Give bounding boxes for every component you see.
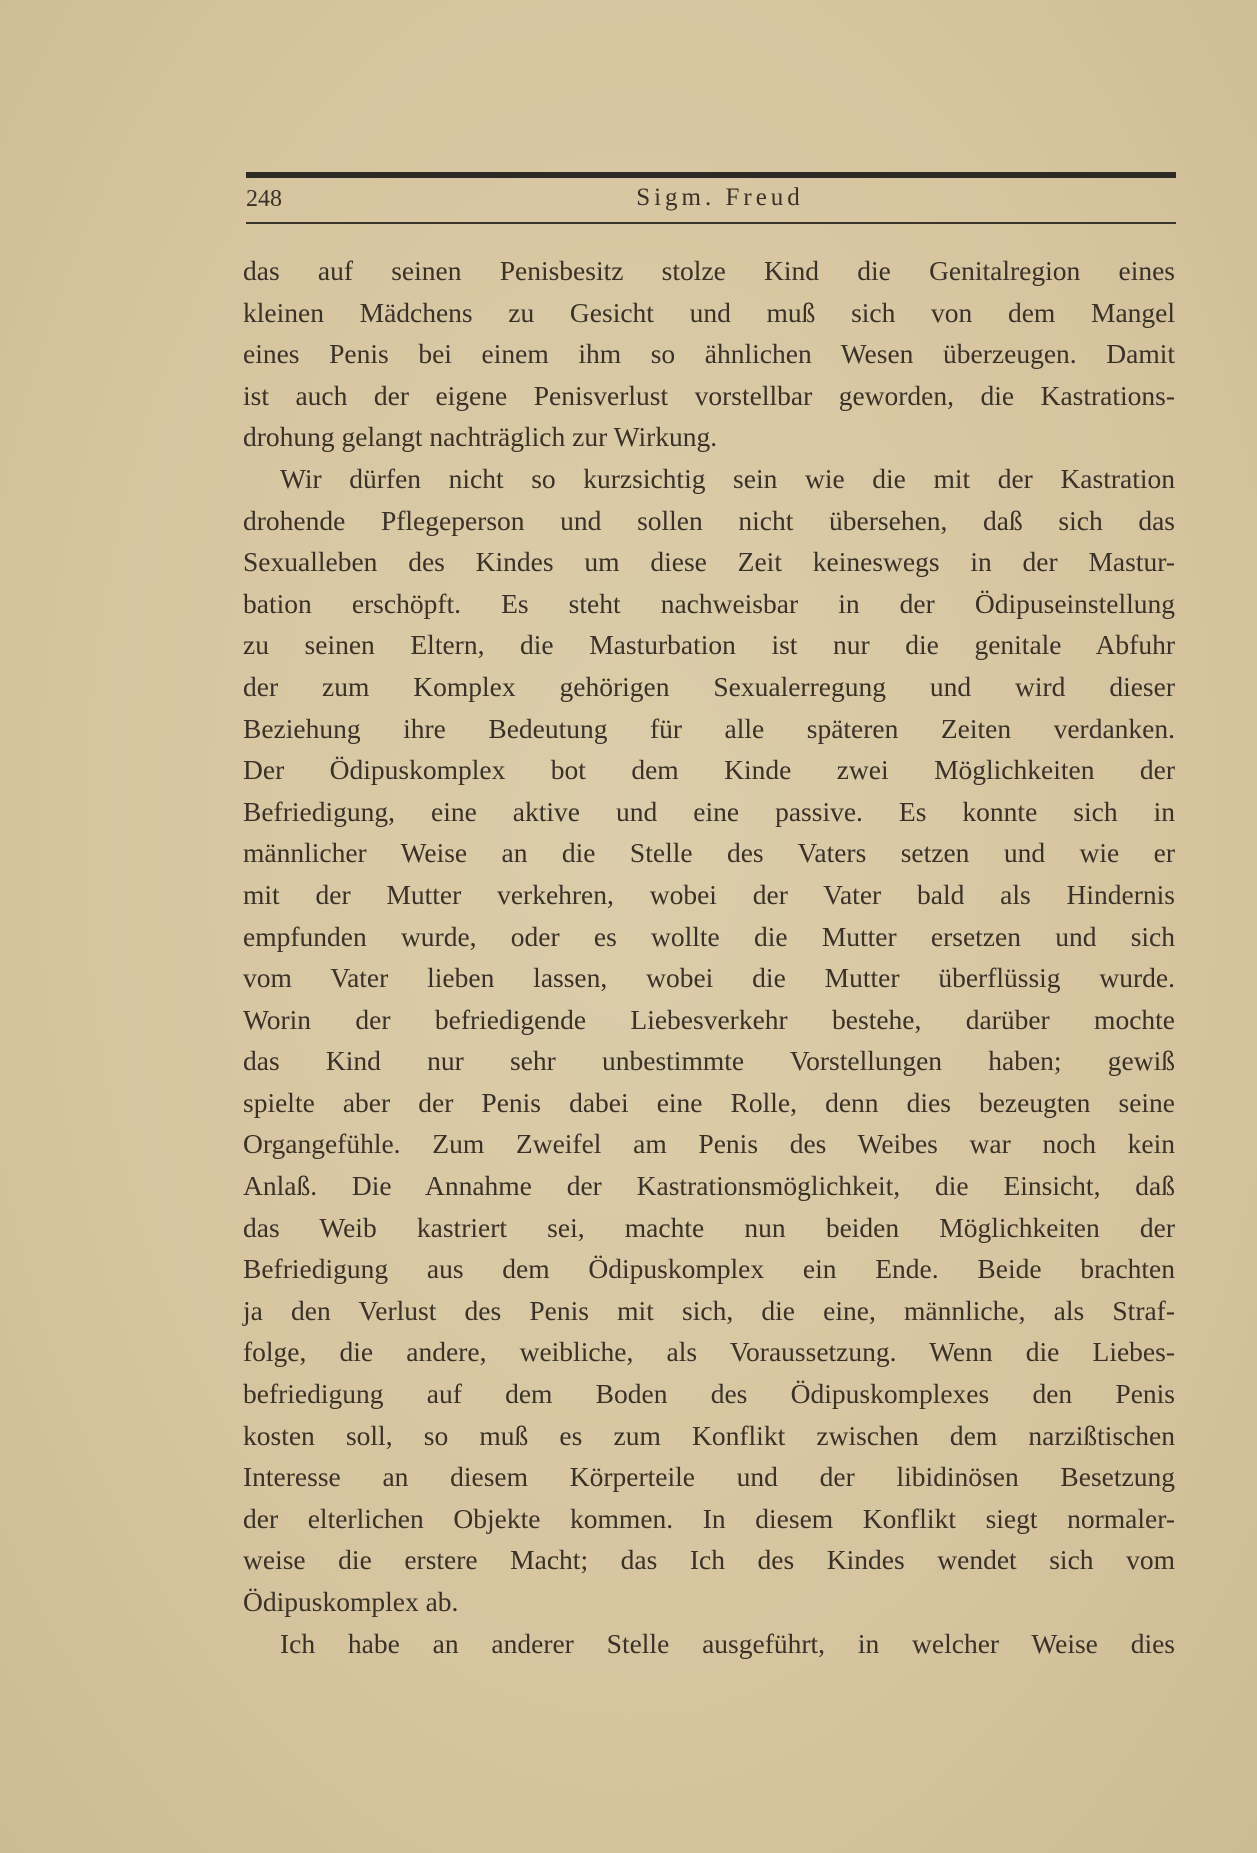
- text-line: mit der Mutter verkehren, wobei der Vater bald als Hindernis: [243, 878, 1175, 910]
- page-number: 248: [246, 186, 282, 212]
- text-line: vom Vater lieben lassen, wobei die Mutter überflüssig wurde.: [243, 962, 1175, 994]
- text-line: Anlaß. Die Annahme der Kastrationsmöglichkeit, die Einsicht, daß: [243, 1170, 1175, 1202]
- text-line: ja den Verlust des Penis mit sich, die eine, männliche, als Straf-: [243, 1294, 1175, 1326]
- text-line: befriedigung auf dem Boden des Ödipuskomplexes den Penis: [243, 1378, 1175, 1410]
- text-line: drohung gelangt nachträglich zur Wirkung.: [243, 421, 718, 453]
- text-line: das Weib kastriert sei, machte nun beiden Möglichkeiten der: [243, 1211, 1175, 1243]
- body-text: [243, 250, 1175, 1664]
- text-line: Ödipuskomplex ab.: [243, 1586, 459, 1617]
- text-line: folge, die andere, weibliche, als Voraussetzung. Wenn die Liebes-: [243, 1336, 1175, 1368]
- text-line: spielte aber der Penis dabei eine Rolle, denn dies bezeugten seine: [243, 1086, 1175, 1118]
- text-line: der elterlichen Objekte kommen. In diesem Konflikt siegt normaler-: [243, 1502, 1175, 1534]
- text-line: der zum Komplex gehörigen Sexualerregung und wird dieser: [243, 670, 1175, 702]
- text-line: bation erschöpft. Es steht nachweisbar in der Ödipuseinstellung: [243, 587, 1175, 619]
- text-line: Wir dürfen nicht so kurzsichtig sein wie die mit der Kastration: [280, 462, 1175, 494]
- text-line: drohende Pflegeperson und sollen nicht übersehen, daß sich das: [243, 504, 1175, 536]
- header-rule-thin: [246, 222, 1176, 224]
- text-line: das Kind nur sehr unbestimmte Vorstellungen haben; gewiß: [243, 1045, 1175, 1077]
- text-line: Befriedigung, eine aktive und eine passive. Es konnte sich in: [243, 795, 1175, 827]
- text-line: Befriedigung aus dem Ödipuskomplex ein Ende. Beide brachten: [243, 1253, 1175, 1285]
- text-line: weise die erstere Macht; das Ich des Kindes wendet sich vom: [243, 1544, 1175, 1576]
- text-line: Ich habe an anderer Stelle ausgeführt, in welcher Weise dies: [280, 1627, 1175, 1659]
- text-line: Der Ödipuskomplex bot dem Kinde zwei Möglichkeiten der: [243, 754, 1175, 786]
- text-line: kleinen Mädchens zu Gesicht und muß sich von dem Mangel: [243, 296, 1175, 328]
- text-line: kosten soll, so muß es zum Konflikt zwischen dem narzißtischen: [243, 1419, 1175, 1451]
- text-line: Organgefühle. Zum Zweifel am Penis des Weibes war noch kein: [243, 1128, 1175, 1160]
- text-line: eines Penis bei einem ihm so ähnlichen Wesen überzeugen. Damit: [243, 338, 1175, 370]
- text-line: ist auch der eigene Penisverlust vorstellbar geworden, die Kastrations-: [243, 379, 1175, 411]
- text-line: Sexualleben des Kindes um diese Zeit keineswegs in der Mastur-: [243, 546, 1175, 578]
- text-line: das auf seinen Penisbesitz stolze Kind die Genitalregion eines: [243, 255, 1175, 286]
- header-rule-thick: [246, 172, 1176, 178]
- text-line: zu seinen Eltern, die Masturbation ist nur die genitale Abfuhr: [243, 629, 1175, 661]
- text-line: Worin der befriedigende Liebesverkehr bestehe, darüber mochte: [243, 1003, 1175, 1035]
- text-line: empfunden wurde, oder es wollte die Mutter ersetzen und sich: [243, 920, 1175, 952]
- text-line: männlicher Weise an die Stelle des Vaters setzen und wie er: [243, 837, 1175, 869]
- text-line: Interesse an diesem Körperteile und der libidinösen Besetzung: [243, 1461, 1175, 1493]
- text-line: Beziehung ihre Bedeutung für alle späteren Zeiten verdanken.: [243, 712, 1175, 744]
- running-head: Sigm. Freud: [636, 184, 804, 211]
